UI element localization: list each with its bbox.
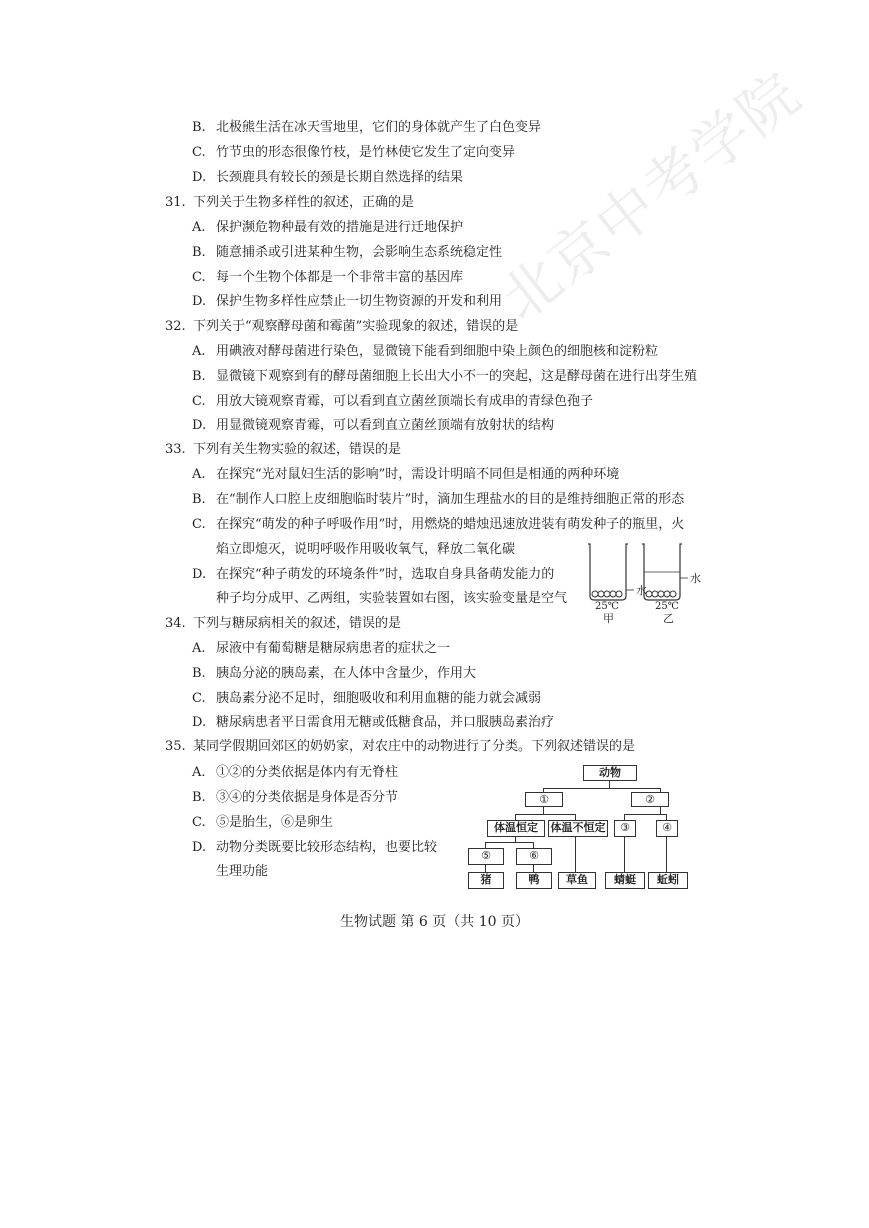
tree-connector	[624, 814, 667, 815]
option-text: 糖尿病患者平日需食用无糖或低糖食品，并口服胰岛素治疗	[216, 715, 555, 730]
q35-option-d	[192, 840, 438, 856]
option-letter: B.	[192, 245, 206, 260]
option-text: 在探究“光对鼠妇生活的影响”时，需设计明暗不同但是相通的两种环境	[216, 467, 620, 482]
q31-option-c	[192, 270, 464, 286]
option-letter: D.	[192, 840, 207, 855]
tree-leaf-pig: 猪	[468, 872, 504, 889]
q32-option-c	[192, 394, 594, 410]
option-letter: C.	[192, 394, 206, 409]
seeds-b	[646, 591, 676, 597]
option-text: 在“制作人口腔上皮细胞临时装片”时，滴加生理盐水的目的是维持细胞正常的形态	[216, 492, 685, 507]
q33-stem-line	[165, 442, 402, 458]
question-stem: 下列与糖尿病相关的叙述，错误的是	[193, 616, 402, 631]
tree-node-root: 动物	[583, 765, 637, 781]
option-letter: B.	[192, 120, 206, 135]
option-letter: B.	[192, 790, 206, 805]
water-label-a: 水	[636, 584, 647, 597]
q33-option-c	[192, 517, 685, 533]
option-text: 显微镜下观察到有的酵母菌细胞上长出大小不一的突起，这是酵母菌在进行出芽生殖	[216, 369, 698, 384]
option-text: 保护生物多样性应禁止一切生物资源的开发和利用	[216, 294, 503, 309]
option-text: 在探究“种子萌发的环境条件”时，选取自身具备萌发能力的	[216, 567, 555, 582]
option-text: 尿液中有葡萄糖是糖尿病患者的症状之一	[216, 641, 451, 656]
q30-option-c	[192, 145, 516, 161]
q33-option-d	[192, 567, 555, 583]
option-text: ③④的分类依据是身体是否分节	[216, 790, 399, 805]
q30-option-b	[192, 120, 542, 136]
question-number: 31.	[165, 195, 186, 210]
q35-option-d-cont: 生理功能	[216, 864, 269, 879]
tree-node-notwarm: 体温不恒定	[548, 820, 608, 837]
question-number: 32.	[165, 319, 186, 334]
q32-option-b	[192, 369, 698, 385]
tree-connector	[543, 788, 661, 789]
option-text: 胰岛素分泌不足时，细胞吸收和利用血糖的能力就会减弱	[216, 691, 542, 706]
option-letter: A.	[192, 220, 206, 235]
tree-connector	[515, 814, 576, 815]
option-text: 长颈鹿具有较长的颈是长期自然选择的结果	[216, 170, 464, 185]
q35-option-a	[192, 765, 399, 781]
q32-option-d	[192, 418, 555, 434]
option-letter: C.	[192, 270, 206, 285]
option-letter: D.	[192, 418, 207, 433]
question-stem: 下列有关生物实验的叙述，错误的是	[193, 442, 402, 457]
watermark: 北京中考学院	[488, 58, 814, 334]
option-text: 用放大镜观察青霉，可以看到直立菌丝顶端长有成串的青绿色孢子	[216, 394, 594, 409]
option-letter: B.	[192, 666, 206, 681]
tree-connector	[666, 836, 667, 872]
option-letter: A.	[192, 344, 206, 359]
q31-option-d	[192, 294, 503, 310]
water-label-b: 水	[690, 572, 701, 585]
option-text: 用显微镜观察青霉，可以看到直立菌丝顶端有放射状的结构	[216, 418, 555, 433]
q35-option-c	[192, 815, 334, 831]
tree-node-warm: 体温恒定	[487, 820, 545, 837]
q34-option-d	[192, 715, 555, 731]
option-text: 北极熊生活在冰天雪地里，它们的身体就产生了白色变异	[216, 120, 542, 135]
question-stem: 某同学假期回郊区的奶奶家，对农庄中的动物进行了分类。下列叙述错误的是	[193, 739, 636, 754]
q34-option-a	[192, 641, 451, 657]
tree-connector	[543, 806, 544, 814]
option-letter: C.	[192, 145, 206, 160]
option-text: 保护濒危物种最有效的措施是进行迁地保护	[216, 220, 464, 235]
tree-connector	[533, 864, 534, 872]
q33-option-a	[192, 467, 620, 483]
option-text: 每一个生物个体都是一个非常丰富的基因库	[216, 270, 464, 285]
option-text: 用碘液对酵母菌进行染色，显微镜下能看到细胞中染上颜色的细胞核和淀粉粒	[216, 344, 659, 359]
beaker-a	[588, 544, 634, 600]
tree-node-3: ③	[614, 820, 636, 837]
q34-option-c	[192, 691, 542, 707]
tree-leaf-earthworm: 蚯蚓	[648, 872, 688, 889]
option-letter: C.	[192, 691, 206, 706]
q35-option-b	[192, 790, 399, 806]
q32-stem-line	[165, 319, 519, 335]
q35-stem-line	[165, 739, 636, 755]
option-text: 竹节虫的形态很像竹枝，是竹林使它发生了定向变异	[216, 145, 516, 160]
temp-label-a: 25℃	[595, 601, 619, 612]
temp-label-b: 25℃	[655, 601, 679, 612]
option-text: 随意捕杀或引进某种生物，会影响生态系统稳定性	[216, 245, 503, 260]
option-letter: D.	[192, 170, 207, 185]
q32-option-a	[192, 344, 659, 360]
tree-connector	[609, 780, 610, 788]
q34-stem-line	[165, 616, 402, 632]
option-text: 在探究“萌发的种子呼吸作用”时，用燃烧的蜡烛迅速放进装有萌发种子的瓶里，火	[216, 517, 685, 532]
tree-leaf-fish: 草鱼	[558, 872, 596, 889]
q33-option-b	[192, 492, 685, 508]
q33-option-d-cont: 种子均分成甲、乙两组，实验装置如右图，该实验变量是空气	[216, 591, 568, 606]
option-text: 动物分类既要比较形态结构，也要比较	[216, 840, 438, 855]
option-letter: B.	[192, 492, 206, 507]
option-text: 胰岛分泌的胰岛素，在人体中含量少，作用大	[216, 666, 477, 681]
page-footer: 生物试题 第 6 页（共 10 页）	[340, 914, 529, 930]
option-letter: D.	[192, 294, 207, 309]
question-stem: 下列关于“观察酵母菌和霉菌”实验现象的叙述，错误的是	[193, 319, 519, 334]
option-letter: A.	[192, 467, 206, 482]
question-stem: 下列关于生物多样性的叙述，正确的是	[193, 195, 415, 210]
q31-option-b	[192, 245, 503, 261]
option-letter: B.	[192, 369, 206, 384]
beaker-label-a: 甲	[603, 612, 614, 625]
tree-connector	[660, 806, 661, 814]
tree-node-4: ④	[656, 820, 678, 837]
tree-connector	[485, 864, 486, 872]
option-letter: A.	[192, 641, 206, 656]
option-letter: A.	[192, 765, 206, 780]
seeds-a	[592, 591, 622, 597]
beaker-b	[642, 544, 688, 600]
option-text: ⑤是胎生，⑥是卵生	[216, 815, 334, 830]
tree-connector	[575, 836, 576, 872]
beaker-label-b: 乙	[663, 612, 674, 625]
question-number: 35.	[165, 739, 186, 754]
q31-stem-line	[165, 195, 415, 211]
option-letter: C.	[192, 815, 206, 830]
option-letter: D.	[192, 567, 207, 582]
question-number: 34.	[165, 616, 186, 631]
tree-node-2: ②	[631, 792, 669, 807]
tree-connector	[624, 836, 625, 872]
option-text: ①②的分类依据是体内有无脊柱	[216, 765, 399, 780]
tree-node-5: ⑤	[468, 848, 504, 865]
q34-option-b	[192, 666, 477, 682]
option-letter: C.	[192, 517, 206, 532]
tree-node-1: ①	[525, 792, 563, 807]
tree-leaf-duck: 鸭	[516, 872, 552, 889]
q30-option-d	[192, 170, 464, 186]
tree-leaf-dragonfly: 蜻蜓	[605, 872, 645, 889]
q33-option-c-cont: 焰立即熄灭，说明呼吸作用吸收氧气，释放二氧化碳	[216, 542, 516, 557]
question-number: 33.	[165, 442, 186, 457]
q31-option-a	[192, 220, 464, 236]
option-letter: D.	[192, 715, 207, 730]
tree-connector	[485, 842, 534, 843]
tree-node-6: ⑥	[516, 848, 552, 865]
